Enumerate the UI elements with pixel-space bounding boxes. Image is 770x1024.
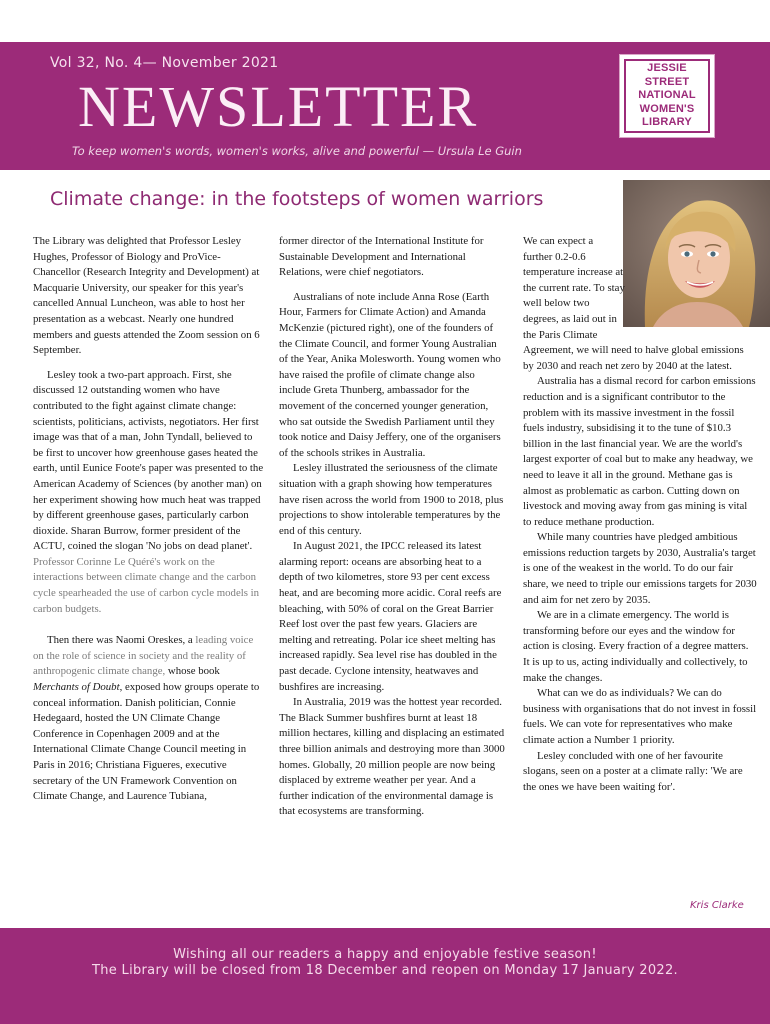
paragraph	[33, 633, 265, 805]
paragraph: The Library was delighted that Professor Lesley Hughes, Professor of Biology and ProVice-Chancellor (Research Integrity and Development) at Macquarie University, our speaker for this year's cancelled Annual Luncheon, was able to host her presentation as a webcast. Nearly one hundred members and guests attended the Zoom session on 6 September.	[33, 235, 260, 357]
book-title: Merchants of Doubt	[33, 681, 120, 694]
author-signature: Kris Clarke	[690, 900, 744, 911]
footer-greeting: Wishing all our readers a happy and enjoyable festive season!	[173, 947, 597, 962]
text-run: Then there was Naomi Oreskes, a	[47, 634, 196, 647]
logo-line: NATIONAL	[638, 89, 696, 102]
logo-line: STREET	[644, 75, 690, 88]
paragraph: In August 2021, the IPCC released its latest alarming report: oceans are absorbing heat to a depth of two kilometres, store 93 per cent excess heat, and are becoming more acidic. Coral reefs are bleaching, with 50% of coral on the Great Barrier Reef lost over the past few years. Glaciers are melting and retreating. Polar ice sheet melting has increased rapidly. Sea level rise has doubled in the past decade. Cyclone intensity, heatwaves and bushfires are increasing.	[279, 540, 502, 693]
paragraph: We are in a climate emergency. The world is transforming before our eyes and the window for action is closing. Every fraction of a degree matters. It is up to us, acting individually and collectively, to make the changes.	[523, 609, 749, 684]
paragraph: We can expect a further 0.2-0.6 temperature increase at the current rate. To stay well below two degrees, as laid out in the Paris Climate Agreement, we will need to halve global emissions by 2030 and reach net zero by 2040 at the latest.	[523, 235, 744, 372]
article-column-1	[33, 234, 265, 805]
header-banner	[0, 42, 770, 170]
paragraph: What can we do as individuals? We can do business with organisations that do not invest in fossil fuels. We can vote for representatives who make climate action a Number 1 priority.	[523, 687, 757, 746]
library-logo-frame	[624, 59, 710, 133]
paragraph: Professor Corinne Le Quéré's work on the interactions between climate change and the carbon cycle spearheaded the use of carbon cycle models in carbon budgets.	[33, 555, 260, 615]
paragraph: In Australia, 2019 was the hottest year recorded. The Black Summer bushfires burnt at least 18 million hectares, killing and displacing an estimated three billion animals and destroying more than 3000 homes. Globally, 20 million people are now being displaced by extreme weather per year. And a further indication of the environmental damage is that ecosystems are transforming.	[279, 696, 505, 818]
text-run: whose book	[165, 665, 220, 678]
paragraph: Lesley took a two-part approach. First, she discussed 12 outstanding women who have contributed to the fight against climate change: scientists, politicians, activists, negotiators. Her first image was that of a man, John Tyndall, believed to be first to uncover how greenhouse gases heated the earth, until Eunice Foote's paper was presented to the American Academy of Sciences (by another man) on her experiment showing how much heat was trapped by different greenhouse gases, particularly carbon dioxide. Sharan Burrow, former president of the ACTU, coined the slogan 'No jobs on dead planet'.	[33, 368, 264, 553]
footer-closure-notice: The Library will be closed from 18 December and reopen on Monday 17 January 2022.	[92, 963, 678, 978]
article-headline: Climate change: in the footsteps of women warriors	[50, 188, 544, 210]
logo-line: WOMEN'S	[639, 102, 695, 115]
issue-info: Vol 32, No. 4— November 2021	[50, 55, 279, 71]
paragraph: Lesley illustrated the seriousness of the climate situation with a graph showing how temperatures have risen across the world from 1900 to 2018, plus projections to show intolerable temperatures by the end of this century.	[279, 462, 504, 537]
article-column-3	[523, 234, 757, 795]
text-run: leading voice on the role of science in society and the reality of anthropogenic climate change,	[33, 634, 254, 678]
text-run: , exposed how groups operate to conceal information. Danish politician, Connie Hedegaard, hosted the UN Climate Change Conference in Copenhagen 2009 and at the International Climate Change Council meeting in Paris in 2016; Christiana Figueres, executive secretary of the UN Framework Convention on Climate Change, and Laurence Tubiana,	[33, 681, 260, 803]
logo-line: JESSIE	[647, 62, 687, 75]
paragraph: Australia has a dismal record for carbon emissions reduction and is a significant contributor to the problem with its massive investment in the fossil fuels industry, subsidising it to the tune of $10.3 billion in the last financial year. We are the world's largest exporter of coal but to make any headway, we need to leave it all in the ground. Methane gas is almost as problematic as carbon. Cutting down on livestock and moving away from gas mining is vital to reduce methane production.	[523, 375, 756, 528]
logo-line: LIBRARY	[642, 116, 692, 129]
masthead-title: NEWSLETTER	[78, 74, 479, 139]
footer-banner	[0, 928, 770, 1024]
paragraph: former director of the International Institute for Sustainable Development and International Relations, were chief negotiators.	[279, 235, 484, 279]
library-logo	[619, 54, 715, 138]
article-column-2	[279, 234, 507, 820]
photo-wrap-spacer	[625, 234, 757, 328]
paragraph: Lesley concluded with one of her favourite slogans, seen on a poster at a climate rally: 'We are the ones we have been waiting for'.	[523, 749, 743, 793]
paragraph: Australians of note include Anna Rose (Earth Hour, Farmers for Climate Action) and Amanda McKenzie (pictured right), one of the founders of the Climate Council, and former Young Australian of the Year, Anika Molesworth. Young women who have raised the profile of climate change also include Greta Thunberg, ambassador for the movement of the concerned younger generation, who sat outside the Swedish Parliament until they took notice and Daisy Jeffery, one of the organisers of the schools strikes in Australia.	[279, 290, 501, 459]
tagline: To keep women's words, women's works, alive and powerful — Ursula Le Guin	[72, 144, 522, 158]
paragraph: While many countries have pledged ambitious emissions reduction targets by 2030, Australia's target is one of the weakest in the world. To do our fair share, we need to triple our emissions targets for 2030 and aim for net zero by 2035.	[523, 531, 757, 606]
